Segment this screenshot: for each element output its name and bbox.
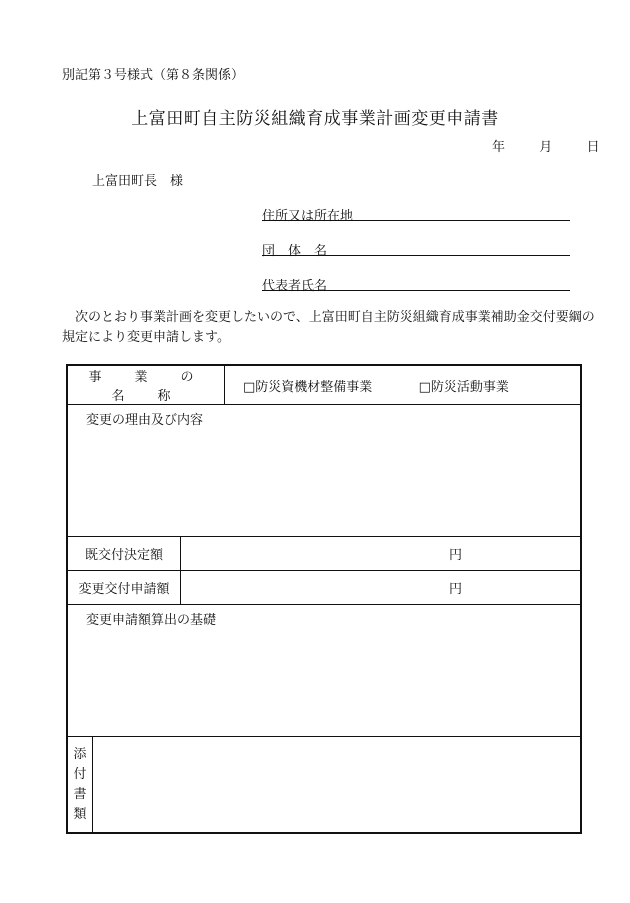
basis-field[interactable] (67, 605, 581, 737)
organization-label: 団 体 名 (262, 244, 328, 259)
project-options-cell (225, 365, 582, 405)
reason-field[interactable] (67, 405, 581, 537)
option-equipment-checkbox[interactable]: □防災資機材整備事業 (243, 379, 373, 395)
basis-label: 変更申請額算出の基礎 (86, 613, 217, 628)
requested-amount-row (67, 571, 581, 605)
requested-amount-label: 変更交付申請額 (67, 571, 181, 605)
basis-row (67, 605, 581, 737)
requested-amount-field[interactable] (181, 571, 582, 605)
address-label: 住所又は所在地 (262, 209, 354, 224)
attachments-row (67, 737, 581, 833)
form-reference: 別記第３号様式（第８条関係） (62, 68, 245, 83)
address-underline[interactable] (262, 220, 570, 221)
reason-label: 変更の理由及び内容 (86, 413, 204, 428)
reason-row (67, 405, 581, 537)
date-month: 月 (539, 140, 553, 155)
organization-underline[interactable] (262, 255, 570, 256)
date-year: 年 (492, 140, 506, 155)
attach-char: 類 (73, 807, 87, 822)
addressee: 上富田町長 様 (92, 174, 184, 189)
statement-text: 次のとおり事業計画を変更したいので、上富田町自主防災組織育成事業補助金交付要綱の規定により変更申請します。 (62, 310, 595, 345)
option-activity-checkbox[interactable]: □防災活動事業 (418, 379, 509, 395)
decided-amount-label: 既交付決定額 (67, 537, 181, 571)
decided-yen-unit: 円 (448, 548, 462, 563)
representative-underline[interactable] (262, 290, 570, 291)
project-name-row (67, 365, 581, 405)
application-table (66, 364, 582, 834)
attachments-label (67, 737, 93, 833)
attach-char: 書 (73, 787, 87, 802)
attach-char: 付 (73, 767, 87, 782)
representative-label: 代表者氏名 (262, 279, 328, 294)
project-name-label: 事 業 の 名 称 (67, 365, 225, 405)
page-title: 上富田町自主防災組織育成事業計画変更申請書 (131, 109, 499, 129)
requested-yen-unit: 円 (448, 582, 462, 597)
date-day: 日 (586, 140, 600, 155)
decided-amount-row (67, 537, 581, 571)
attach-char: 添 (73, 747, 87, 762)
date-line (492, 136, 600, 155)
decided-amount-field[interactable] (181, 537, 582, 571)
attachments-field[interactable] (93, 737, 582, 833)
